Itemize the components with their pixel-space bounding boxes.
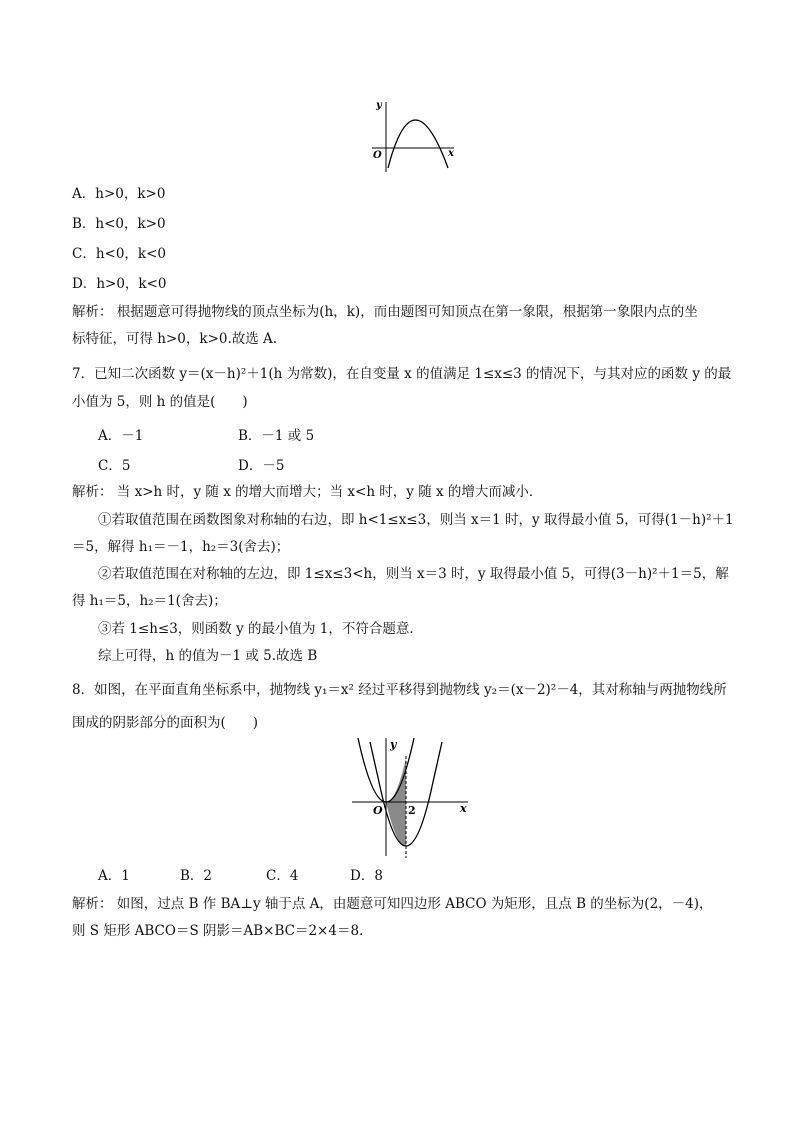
q8-stem-line-2: 围成的阴影部分的面积为( ) (72, 715, 259, 731)
q7-analysis-line-1: 解析： 当 x>h 时，y 随 x 的增大而增大；当 x<h 时，y 随 x 的增大而减小． (72, 484, 543, 500)
q7-option-c: C．5 (98, 458, 131, 474)
q6-analysis-line-1: 解析： 根据题意可得抛物线的顶点坐标为(h，k)，而由题图可知顶点在第一象限，根据第一象限内点的坐 (72, 304, 698, 320)
q6-option-d: D．h>0，k<0 (72, 276, 167, 292)
q6-option-c: C．h<0，k<0 (72, 246, 167, 262)
q6-option-b: B．h<0，k>0 (72, 216, 166, 232)
q7-option-d: D．－5 (238, 458, 285, 474)
q7-stem-line-1: 7．已知二次函数 y＝(x－h)²＋1(h 为常数)，在自变量 x 的值满足 1≤x≤3 的情况下，与其对应的函数 y 的最 (72, 366, 732, 382)
origin-label: O (373, 150, 382, 161)
q7-analysis-line-4: ②若取值范围在对称轴的左边，即 1≤x≤3<h，则当 x＝3 时，y 取得最小值 5，可得(3－h)²＋1＝5，解 (98, 566, 729, 582)
q7-analysis-line-5: 得 h₁＝5，h₂＝1(舍去)； (72, 593, 227, 609)
q6-option-a: A．h>0，k>0 (72, 186, 166, 202)
origin-label: O (373, 804, 383, 817)
q7-analysis-line-7: 综上可得，h 的值为－1 或 5.故选 B (98, 648, 318, 664)
q8-analysis-line-2: 则 S 矩形 ABCO＝S 阴影＝AB×BC＝2×4＝8. (72, 923, 364, 939)
x-axis-label: x (460, 802, 467, 815)
figure-parabola-1 (368, 96, 468, 176)
q8-option-b: B．2 (180, 868, 213, 884)
q7-analysis-line-6: ③若 1≤h≤3，则函数 y 的最小值为 1，不符合题意． (98, 621, 423, 637)
q8-option-a: A．1 (98, 868, 130, 884)
y-axis-label: y (390, 738, 397, 751)
q7-analysis-line-2: ①若取值范围在函数图象对称轴的右边，即 h<1≤x≤3，则当 x＝1 时，y 取得最小值 5，可得(1－h)²＋1 (98, 512, 734, 528)
q7-option-a: A．－1 (98, 428, 144, 444)
q7-stem-line-2: 小值为 5，则 h 的值是( ) (72, 394, 248, 410)
q6-analysis-line-2: 标特征，可得 h>0，k>0.故选 A. (72, 331, 278, 347)
q8-option-c: C．4 (266, 868, 299, 884)
x-axis-label: x (448, 148, 454, 159)
y-axis-label: y (376, 100, 382, 111)
tick-label-2: 2 (408, 804, 416, 817)
figure-parabolas-2 (348, 734, 478, 860)
q8-analysis-line-1: 解析： 如图，过点 B 作 BA⊥y 轴于点 A，由题意可知四边形 ABCO 为矩形，且点 B 的坐标为(2，－4)， (72, 896, 713, 912)
parabola-curve (388, 120, 448, 168)
q8-stem-line-1: 8．如图，在平面直角坐标系中，抛物线 y₁＝x² 经过平移得到抛物线 y₂＝(x－2)²－4，其对称轴与两抛物线所 (72, 682, 727, 698)
q7-analysis-line-3: ＝5，解得 h₁＝－1，h₂＝3(舍去)； (72, 539, 290, 555)
q7-option-b: B．－1 或 5 (238, 428, 315, 444)
q8-option-d: D．8 (350, 868, 383, 884)
